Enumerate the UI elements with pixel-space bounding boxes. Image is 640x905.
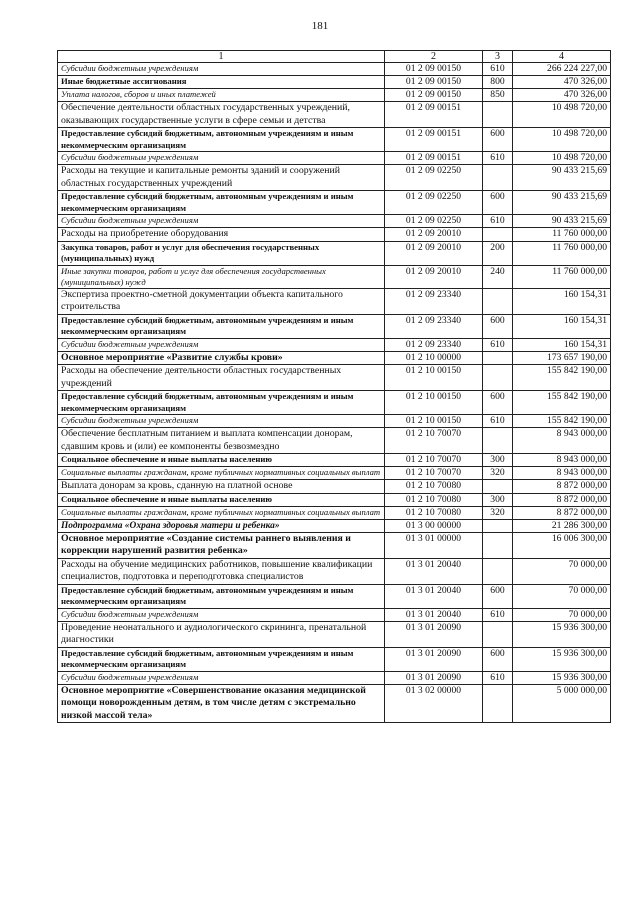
- row-expense-type: 600: [483, 584, 513, 608]
- row-name: Расходы на обеспечение деятельности областных государственных учреждений: [58, 365, 385, 391]
- table-header-row: [58, 51, 611, 63]
- row-code: 01 2 09 02250: [385, 191, 483, 215]
- row-code: 01 2 09 00150: [385, 63, 483, 76]
- table-row: [58, 288, 611, 314]
- table-row: [58, 63, 611, 76]
- header-col-2: 2: [385, 51, 483, 63]
- row-name: Основное мероприятие «Создание системы раннего выявления и коррекции нарушений развития ребенка»: [58, 532, 385, 558]
- row-expense-type: [483, 621, 513, 647]
- row-code: 01 3 01 20040: [385, 558, 483, 584]
- row-name: Социальные выплаты гражданам, кроме публичных нормативных социальных выплат: [58, 506, 385, 519]
- row-amount: 10 498 720,00: [513, 128, 611, 152]
- row-code: 01 2 10 70080: [385, 506, 483, 519]
- row-amount: 160 154,31: [513, 338, 611, 351]
- budget-table: [57, 50, 611, 723]
- table-row: [58, 493, 611, 506]
- row-name: Субсидии бюджетным учреждениям: [58, 215, 385, 228]
- header-col-1: 1: [58, 51, 385, 63]
- row-code: 01 2 10 70070: [385, 428, 483, 454]
- row-name: Проведение неонатального и аудиологического скрининга, пренатальной диагностики: [58, 621, 385, 647]
- row-expense-type: [483, 558, 513, 584]
- row-name: Предоставление субсидий бюджетным, автономным учреждениям и иным некоммерческим организациям: [58, 391, 385, 415]
- row-amount: 8 872 000,00: [513, 506, 611, 519]
- row-expense-type: 600: [483, 391, 513, 415]
- row-expense-type: 300: [483, 454, 513, 467]
- row-amount: 8 872 000,00: [513, 493, 611, 506]
- row-expense-type: 600: [483, 314, 513, 338]
- row-name: Экспертиза проектно-сметной документации объекта капитального строительства: [58, 288, 385, 314]
- row-code: 01 2 10 70080: [385, 480, 483, 494]
- row-amount: 155 842 190,00: [513, 415, 611, 428]
- row-expense-type: 300: [483, 493, 513, 506]
- row-name: Расходы на приобретение оборудования: [58, 228, 385, 242]
- row-code: 01 2 10 70070: [385, 467, 483, 480]
- row-code: 01 2 10 00150: [385, 365, 483, 391]
- row-expense-type: 610: [483, 152, 513, 165]
- table-row: [58, 454, 611, 467]
- table-row: [58, 191, 611, 215]
- row-amount: 16 006 300,00: [513, 532, 611, 558]
- row-expense-type: [483, 684, 513, 723]
- row-expense-type: 320: [483, 506, 513, 519]
- table-row: [58, 532, 611, 558]
- row-expense-type: 800: [483, 76, 513, 89]
- row-name: Субсидии бюджетным учреждениям: [58, 152, 385, 165]
- row-amount: 160 154,31: [513, 314, 611, 338]
- row-code: 01 3 02 00000: [385, 684, 483, 723]
- row-code: 01 2 09 00150: [385, 89, 483, 102]
- row-code: 01 2 10 00150: [385, 415, 483, 428]
- row-expense-type: [483, 480, 513, 494]
- row-name: Расходы на текущие и капитальные ремонты зданий и сооружений областных государственных учреждений: [58, 165, 385, 191]
- row-amount: 15 936 300,00: [513, 671, 611, 684]
- row-name: Предоставление субсидий бюджетным, автономным учреждениям и иным некоммерческим организациям: [58, 584, 385, 608]
- row-code: 01 3 01 20040: [385, 584, 483, 608]
- row-amount: 70 000,00: [513, 584, 611, 608]
- row-name: Социальные выплаты гражданам, кроме публичных нормативных социальных выплат: [58, 467, 385, 480]
- row-expense-type: 240: [483, 265, 513, 288]
- row-code: 01 2 09 00151: [385, 128, 483, 152]
- row-amount: 90 433 215,69: [513, 165, 611, 191]
- row-expense-type: 610: [483, 63, 513, 76]
- row-amount: 11 760 000,00: [513, 228, 611, 242]
- row-expense-type: [483, 532, 513, 558]
- row-code: 01 2 10 00150: [385, 391, 483, 415]
- row-amount: 173 657 190,00: [513, 351, 611, 365]
- row-name: Выплата донорам за кровь, сданную на платной основе: [58, 480, 385, 494]
- table-row: [58, 338, 611, 351]
- row-name: Субсидии бюджетным учреждениям: [58, 63, 385, 76]
- row-code: 01 3 01 20090: [385, 647, 483, 671]
- row-code: 01 3 01 20090: [385, 621, 483, 647]
- table-row: [58, 415, 611, 428]
- table-row: [58, 647, 611, 671]
- row-expense-type: 600: [483, 647, 513, 671]
- row-expense-type: [483, 288, 513, 314]
- row-name: Субсидии бюджетным учреждениям: [58, 338, 385, 351]
- row-name: Закупка товаров, работ и услуг для обеспечения государственных (муниципальных) нужд: [58, 241, 385, 265]
- row-amount: 8 872 000,00: [513, 480, 611, 494]
- row-code: 01 2 09 20010: [385, 265, 483, 288]
- table-row: [58, 480, 611, 494]
- row-name: Предоставление субсидий бюджетным, автономным учреждениям и иным некоммерческим организациям: [58, 647, 385, 671]
- row-expense-type: 610: [483, 671, 513, 684]
- header-col-3: 3: [483, 51, 513, 63]
- row-name: Субсидии бюджетным учреждениям: [58, 671, 385, 684]
- row-name: Иные закупки товаров, работ и услуг для обеспечения государственных (муниципальных) нужд: [58, 265, 385, 288]
- row-name: Обеспечение бесплатным питанием и выплата компенсации донорам, сдавшим кровь и (или) ее компоненты безвозмездно: [58, 428, 385, 454]
- table-row: [58, 428, 611, 454]
- row-name: Расходы на обучение медицинских работников, повышение квалификации специалистов, подготовка и переподготовка специалистов: [58, 558, 385, 584]
- table-row: [58, 215, 611, 228]
- table-row: [58, 89, 611, 102]
- row-code: 01 2 09 00150: [385, 76, 483, 89]
- table-row: [58, 519, 611, 532]
- row-name: Основное мероприятие «Совершенствование оказания медицинской помощи новорожденным детям, в том числе детям с экстремально низкой массой тела»: [58, 684, 385, 723]
- row-name: Субсидии бюджетным учреждениям: [58, 415, 385, 428]
- row-amount: 90 433 215,69: [513, 215, 611, 228]
- row-amount: 8 943 000,00: [513, 428, 611, 454]
- table-row: [58, 684, 611, 723]
- table-row: [58, 506, 611, 519]
- row-amount: 70 000,00: [513, 608, 611, 621]
- row-amount: 8 943 000,00: [513, 467, 611, 480]
- row-expense-type: 850: [483, 89, 513, 102]
- header-col-4: 4: [513, 51, 611, 63]
- table-row: [58, 241, 611, 265]
- row-expense-type: 600: [483, 191, 513, 215]
- row-code: 01 2 09 23340: [385, 314, 483, 338]
- table-row: [58, 391, 611, 415]
- table-row: [58, 128, 611, 152]
- row-code: 01 3 01 20090: [385, 671, 483, 684]
- row-code: 01 3 00 00000: [385, 519, 483, 532]
- row-code: 01 2 09 00151: [385, 102, 483, 128]
- row-code: 01 2 10 00000: [385, 351, 483, 365]
- row-code: 01 2 09 02250: [385, 215, 483, 228]
- row-name: Подпрограмма «Охрана здоровья матери и ребенка»: [58, 519, 385, 532]
- row-expense-type: [483, 519, 513, 532]
- table-row: [58, 265, 611, 288]
- row-expense-type: [483, 228, 513, 242]
- table-row: [58, 165, 611, 191]
- row-code: 01 2 09 20010: [385, 228, 483, 242]
- row-name: Обеспечение деятельности областных государственных учреждений, оказывающих государственные услуги в сфере семьи и детства: [58, 102, 385, 128]
- table-row: [58, 76, 611, 89]
- row-amount: 155 842 190,00: [513, 391, 611, 415]
- row-code: 01 2 09 02250: [385, 165, 483, 191]
- table-row: [58, 314, 611, 338]
- row-amount: 160 154,31: [513, 288, 611, 314]
- row-name: Уплата налогов, сборов и иных платежей: [58, 89, 385, 102]
- page-number: 181: [311, 20, 329, 32]
- row-expense-type: [483, 428, 513, 454]
- row-amount: 70 000,00: [513, 558, 611, 584]
- table-row: [58, 351, 611, 365]
- table-row: [58, 467, 611, 480]
- table-row: [58, 228, 611, 242]
- row-expense-type: [483, 102, 513, 128]
- row-code: 01 3 01 20040: [385, 608, 483, 621]
- row-code: 01 2 10 70080: [385, 493, 483, 506]
- row-name: Субсидии бюджетным учреждениям: [58, 608, 385, 621]
- table-row: [58, 365, 611, 391]
- row-expense-type: 200: [483, 241, 513, 265]
- row-code: 01 2 09 00151: [385, 152, 483, 165]
- table-row: [58, 152, 611, 165]
- row-amount: 155 842 190,00: [513, 365, 611, 391]
- row-expense-type: [483, 365, 513, 391]
- row-name: Предоставление субсидий бюджетным, автономным учреждениям и иным некоммерческим организациям: [58, 314, 385, 338]
- row-amount: 10 498 720,00: [513, 102, 611, 128]
- row-code: 01 2 09 23340: [385, 338, 483, 351]
- row-expense-type: [483, 351, 513, 365]
- row-name: Иные бюджетные ассигнования: [58, 76, 385, 89]
- row-code: 01 2 09 23340: [385, 288, 483, 314]
- row-name: Основное мероприятие «Развитие службы крови»: [58, 351, 385, 365]
- row-amount: 8 943 000,00: [513, 454, 611, 467]
- row-expense-type: 610: [483, 415, 513, 428]
- table-row: [58, 621, 611, 647]
- row-expense-type: 610: [483, 608, 513, 621]
- row-amount: 10 498 720,00: [513, 152, 611, 165]
- row-name: Предоставление субсидий бюджетным, автономным учреждениям и иным некоммерческим организациям: [58, 191, 385, 215]
- table-row: [58, 102, 611, 128]
- row-amount: 21 286 300,00: [513, 519, 611, 532]
- table-row: [58, 558, 611, 584]
- row-code: 01 2 10 70070: [385, 454, 483, 467]
- table-row: [58, 671, 611, 684]
- row-amount: 11 760 000,00: [513, 241, 611, 265]
- row-name: Предоставление субсидий бюджетным, автономным учреждениям и иным некоммерческим организациям: [58, 128, 385, 152]
- table-row: [58, 584, 611, 608]
- row-expense-type: 610: [483, 215, 513, 228]
- row-expense-type: 600: [483, 128, 513, 152]
- row-name: Социальное обеспечение и иные выплаты населению: [58, 493, 385, 506]
- row-amount: 266 224 227,00: [513, 63, 611, 76]
- row-amount: 15 936 300,00: [513, 647, 611, 671]
- row-amount: 15 936 300,00: [513, 621, 611, 647]
- row-amount: 11 760 000,00: [513, 265, 611, 288]
- row-amount: 5 000 000,00: [513, 684, 611, 723]
- row-expense-type: 610: [483, 338, 513, 351]
- row-expense-type: 320: [483, 467, 513, 480]
- row-amount: 90 433 215,69: [513, 191, 611, 215]
- table-row: [58, 608, 611, 621]
- row-amount: 470 326,00: [513, 76, 611, 89]
- row-code: 01 3 01 00000: [385, 532, 483, 558]
- row-amount: 470 326,00: [513, 89, 611, 102]
- row-name: Социальное обеспечение и иные выплаты населению: [58, 454, 385, 467]
- row-code: 01 2 09 20010: [385, 241, 483, 265]
- row-expense-type: [483, 165, 513, 191]
